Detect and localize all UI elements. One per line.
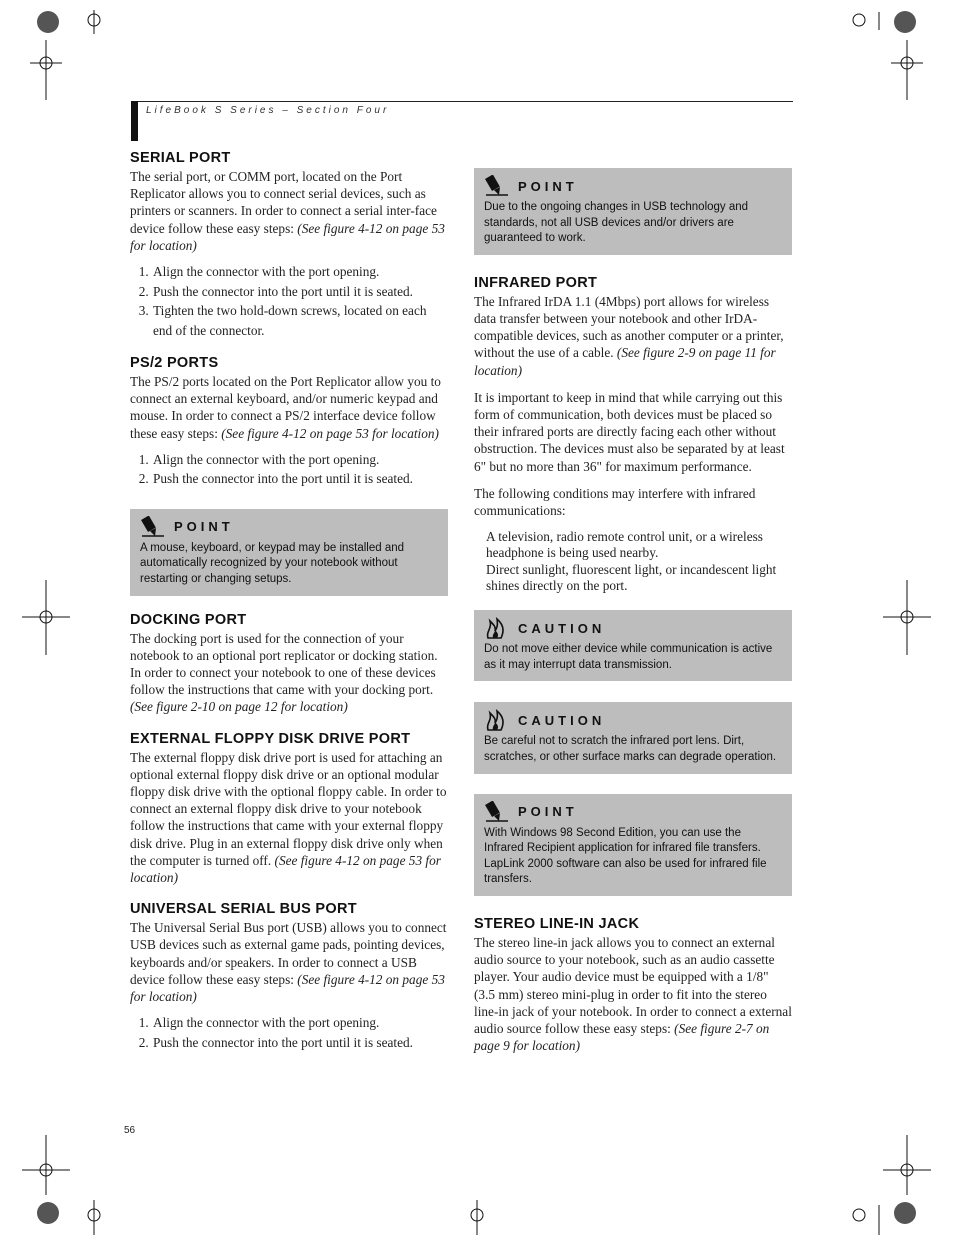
point-note-text: Due to the ongoing changes in USB technology and standards, not all USB devices and/or drivers are guaranteed to work. [484, 201, 749, 245]
serial-port-body: The serial port, or COMM port, located on the Port Replicator allows you to connect serial devices, such as printers or scanners. In order to connect a serial inter-face device follow these easy steps: (See figure 4-12 on page 53 for location) [130, 169, 445, 253]
ps2-ports-body: The PS/2 ports located on the Port Replicator allow you to connect an external keyboard, and/or numeric keypad and mouse. In order to connect a PS/2 interface device follow these easy steps: (See figure 4-12 on page 53 for location) [130, 374, 441, 441]
list-item: Direct sunlight, fluorescent light, or incandescent light shines directly on the port. [486, 562, 777, 594]
infrared-port-body-3: The following conditions may interfere with infrared communications: [474, 485, 756, 519]
flame-icon [484, 709, 510, 731]
point-note-title: POINT [484, 802, 782, 822]
header-bar [131, 101, 138, 141]
stereo-jack-heading: STEREO LINE-IN JACK [474, 915, 640, 932]
serial-port-steps [130, 262, 448, 340]
usb-port-steps [130, 1013, 448, 1052]
docking-port-body: The docking port is used for the connection of your notebook to an optional port replicator or docking station. In order to connect your notebook to one of these devices follow the instructions that came with your docking port. (See figure 2-10 on page 12 for location) [130, 630, 438, 715]
caution-note-box [474, 702, 792, 773]
list-item: 1. Align the connector with the port opening. [152, 1013, 448, 1033]
ps2-ports-steps [130, 450, 448, 489]
point-note-title: POINT [140, 517, 438, 537]
pencil-icon [484, 801, 510, 823]
caution-note-box [474, 610, 792, 681]
infrared-port-body: The Infrared IrDA 1.1 (4Mbps) port allows for wireless data transfer between your notebook and other IrDA-compatible devices, such as another computer or a printer, without the use of a cable. (See figure 2-9 on page 11 for location) [474, 293, 784, 378]
list-item: 2. Push the connector into the port until it is seated. [152, 282, 448, 302]
caution-note-title: CAUTION [484, 618, 782, 638]
floppy-port-section [130, 731, 448, 887]
floppy-port-heading: EXTERNAL FLOPPY DISK DRIVE PORT [130, 730, 411, 747]
list-item: A television, radio remote control unit, or a wireless headphone is being used nearby. [486, 529, 763, 561]
serial-port-section [130, 150, 448, 340]
stereo-jack-body: The stereo line-in jack allows you to connect an external audio source to your notebook, such as an audio cassette player. Your audio device must be equipped with a 1/8" (3.5 mm) stereo mini-plug in order to fit into the stereo line-in jack of your notebook. In order to connect a external audio source follow these easy steps: (See figure 2-7 on page 9 for location) [474, 934, 792, 1054]
interference-list [486, 529, 792, 594]
serial-port-heading: SERIAL PORT [130, 150, 231, 166]
usb-port-section [130, 901, 448, 1052]
infrared-port-section [474, 275, 792, 594]
caution-note-text: Be careful not to scratch the infrared port lens. Dirt, scratches, or other surface marks can degrade operation. [484, 735, 777, 763]
infrared-port-heading: INFRARED PORT [474, 274, 598, 291]
caution-note-text: Do not move either device while communication is active as it may interrupt data transmission. [484, 643, 773, 671]
usb-port-body: The Universal Serial Bus port (USB) allows you to connect USB devices such as external game pads, pointing devices, keyboards and/or speakers. In order to connect a USB device follow these easy steps: (See figure 4-12 on page 53 for location) [130, 920, 447, 1005]
header-rule [131, 101, 793, 102]
list-item: 3. Tighten the two hold-down screws, located on each end of the connector. [152, 301, 448, 340]
ps2-ports-section [130, 355, 448, 489]
point-note-text: A mouse, keyboard, or keypad may be installed and automatically recognized by your notebook without restarting or changing setups. [140, 541, 405, 586]
point-note-text: With Windows 98 Second Edition, you can use the Infrared Recipient application for infrared file transfers. LapLink 2000 software can also be used for infrared file transfers. [484, 826, 767, 886]
list-item: 1. Align the connector with the port opening. [152, 262, 448, 282]
left-column [130, 150, 448, 1067]
point-note-box [474, 168, 792, 255]
ps2-ports-heading: PS/2 PORTS [130, 355, 219, 372]
caution-note-title: CAUTION [484, 710, 782, 730]
pencil-icon [484, 175, 510, 197]
point-note-title: POINT [484, 176, 782, 196]
floppy-port-body: The external floppy disk drive port is used for attaching an optional external floppy disk drive or an optional modular floppy disk drive with the optional floppy cable. In order to connect an external floppy disk drive to your notebook follow the instructions that came with your external floppy disk drive. Plug in an external floppy disk drive only when the computer is turned off. (See figure 4-12 on page 53 for location) [130, 749, 447, 886]
point-note-box [474, 794, 792, 896]
infrared-port-body-2: It is important to keep in mind that while carrying out this form of communication, both devices must be placed so their infrared ports are directly facing each other without obstruction. The devices must also be separated by at least 6" but no more than 36" for maximum performance. [474, 389, 785, 474]
running-title: LifeBook S Series – Section Four [146, 105, 390, 116]
page-number: 56 [124, 1125, 136, 1136]
point-note-box [130, 509, 448, 596]
right-column [474, 168, 792, 1054]
usb-port-heading: UNIVERSAL SERIAL BUS PORT [130, 901, 357, 918]
list-item: 2. Push the connector into the port until it is seated. [152, 469, 448, 489]
list-item: 2. Push the connector into the port until it is seated. [152, 1033, 448, 1053]
list-item: 1. Align the connector with the port opening. [152, 450, 448, 470]
docking-port-section [130, 612, 448, 716]
stereo-jack-section [474, 916, 792, 1054]
flame-icon [484, 617, 510, 639]
docking-port-heading: DOCKING PORT [130, 611, 247, 628]
pencil-icon [140, 516, 166, 538]
